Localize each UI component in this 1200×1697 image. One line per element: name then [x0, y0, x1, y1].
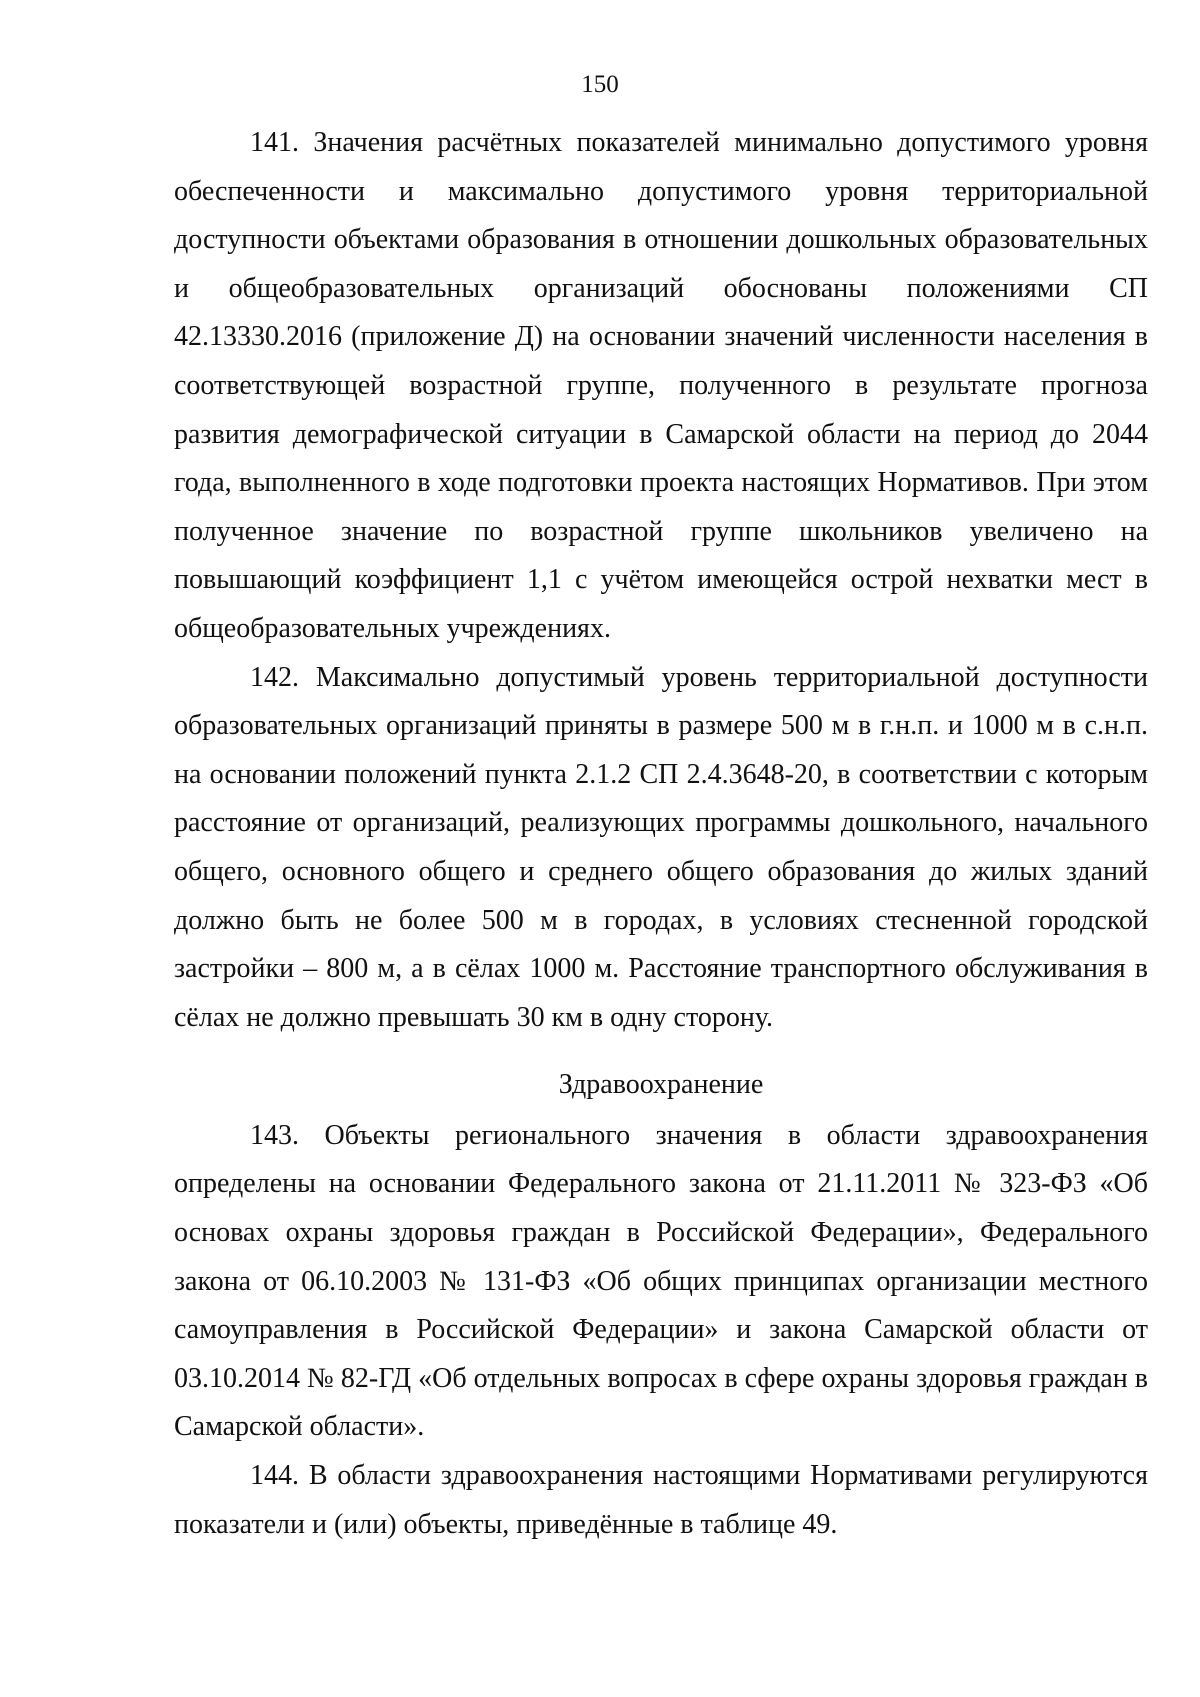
paragraph-141: 141. Значения расчётных показателей минимально допустимого уровня обеспеченности и максимально допустимого уровня территориальной доступности объектами образования в отношении дошкольных образовательных и общеобразовательных организаций обоснованы положениями СП 42.13330.2016 (приложение Д) на основании значений численности населения в соответствующей возрастной группе, полученного в результате прогноза развития демографической ситуации в Самарской области на период до 2044 года, выполненного в ходе подготовки проекта настоящих Нормативов. При этом полученное значение по возрастной группе школьников увеличено на повышающий коэффициент 1,1 с учётом имеющейся острой нехватки мест в общеобразовательных учреждениях. [174, 127, 1148, 644]
page-number: 150 [581, 71, 619, 98]
paragraph-143: 143. Объекты регионального значения в области здравоохранения определены на основании Федерального закона от 21.11.2011 № 323-ФЗ «Об основах охраны здоровья граждан в Российской Федерации», Федерального закона от 06.10.2003 № 131-ФЗ «Об общих принципах организации местного самоуправления в Российской Федерации» и закона Самарской области от 03.10.2014 № 82-ГД «Об отдельных вопросах в сфере охраны здоровья граждан в Самарской области». [174, 1119, 1148, 1443]
paragraph-142: 142. Максимально допустимый уровень территориальной доступности образовательных организаций приняты в размере 500 м в г.н.п. и 1000 м в с.н.п. на основании положений пункта 2.1.2 СП 2.4.3648-20, в соответствии с которым расстояние от организаций, реализующих программы дошкольного, начального общего, основного общего и среднего общего образования до жилых зданий должно быть не более 500 м в городах, в условиях стесненной городской застройки – 800 м, а в сёлах 1000 м. Расстояние транспортного обслуживания в сёлах не должно превышать 30 км в одну сторону. [174, 661, 1148, 1033]
section-heading: Здравоохранение [558, 1069, 764, 1101]
paragraph-144: 144. В области здравоохранения настоящими Нормативами регулируются показатели и (или) объекты, приведённые в таблице 49. [174, 1460, 1148, 1540]
document-body [174, 119, 1148, 1549]
